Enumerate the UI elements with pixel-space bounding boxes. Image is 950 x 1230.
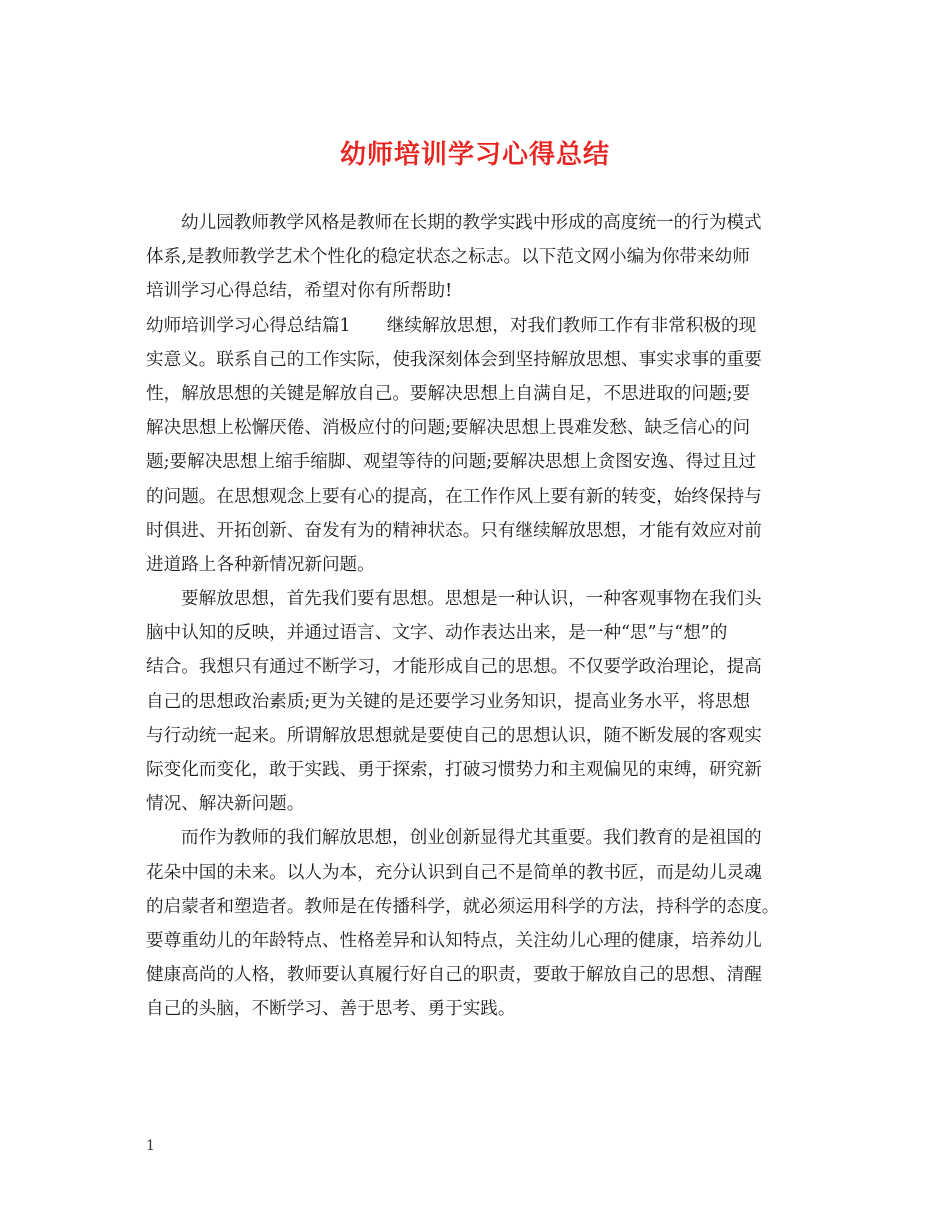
text-line: 解决思想上松懈厌倦、消极应付的问题;要解决思想上畏难发愁、缺乏信心的问 [146,418,751,439]
text-line: 要解放思想，首先我们要有思想。思想是一种认识，一种客观事物在我们头 [181,589,762,610]
text-line: 的问题。在思想观念上要有心的提高，在工作作风上要有新的转变，始终保持与 [146,486,762,507]
text-line: 结合。我想只有通过不断学习，才能形成自己的思想。不仅要学政治理论，提高 [146,657,762,678]
text-line: 自己的思想政治素质;更为关键的是还要学习业务知识，提高业务水平，将思想 [146,691,751,712]
text-line: 的启蒙者和塑造者。教师是在传播科学，就必须运用科学的方法，持科学的态度。 [146,896,780,917]
text-line: 与行动统一起来。所谓解放思想就是要使自己的思想认识，随不断发展的客观实 [146,725,762,746]
text-segment: 继续解放思想，对我们教师工作有非常积极的现 [386,315,757,336]
text-line: 性，解放思想的关键是解放自己。要解决思想上自满自足，不思进取的问题;要 [146,383,751,404]
text-line: 培训学习心得总结，希望对你有所帮助! [146,281,453,302]
document-title: 幼师培训学习心得总结 [339,140,610,170]
document-body [146,206,812,1027]
text-line: 花朵中国的未来。以人为本，充分认识到自己不是简单的教书匠，而是幼儿灵魂 [146,862,762,883]
text-line: 实意义。联系自己的工作实际，使我深刻体会到坚持解放思想、事实求事的重要 [146,349,762,370]
text-line: 自己的头脑，不断学习、善于思考、勇于实践。 [146,999,516,1020]
text-line: 体系,是教师教学艺术个性化的稳定状态之标志。以下范文网小编为你带来幼师 [146,247,750,268]
text-line: 情况、解决新问题。 [146,794,305,815]
text-line: 而作为教师的我们解放思想，创业创新显得尤其重要。我们教育的是祖国的 [181,828,762,849]
text-line: 时俱进、开拓创新、奋发有为的精神状态。只有继续解放思想，才能有效应对前 [146,520,762,541]
text-line: 要尊重幼儿的年龄特点、性格差异和认知特点，关注幼儿心理的健康，培养幼儿 [146,930,762,951]
page-number: 1 [146,1138,155,1154]
text-line: 健康高尚的人格，教师要认真履行好自己的职责，要敢于解放自己的思想、清醒 [146,965,762,986]
text-line: 际变化而变化，敢于实践、勇于探索，打破习惯势力和主观偏见的束缚，研究新 [146,760,762,780]
section-heading-line [146,309,812,343]
text-line: 幼儿园教师教学风格是教师在长期的教学实践中形成的高度统一的行为模式 [181,213,762,233]
text-line: 进道路上各种新情况新问题。 [146,554,375,575]
section-heading: 幼师培训学习心得总结篇1 [146,315,351,336]
text-line: 题;要解决思想上缩手缩脚、观望等待的问题;要解决思想上贪图安逸、得过且过 [146,452,757,473]
text-line: 脑中认知的反映，并通过语言、文字、动作表达出来，是一种“思”与“想”的 [146,623,728,644]
